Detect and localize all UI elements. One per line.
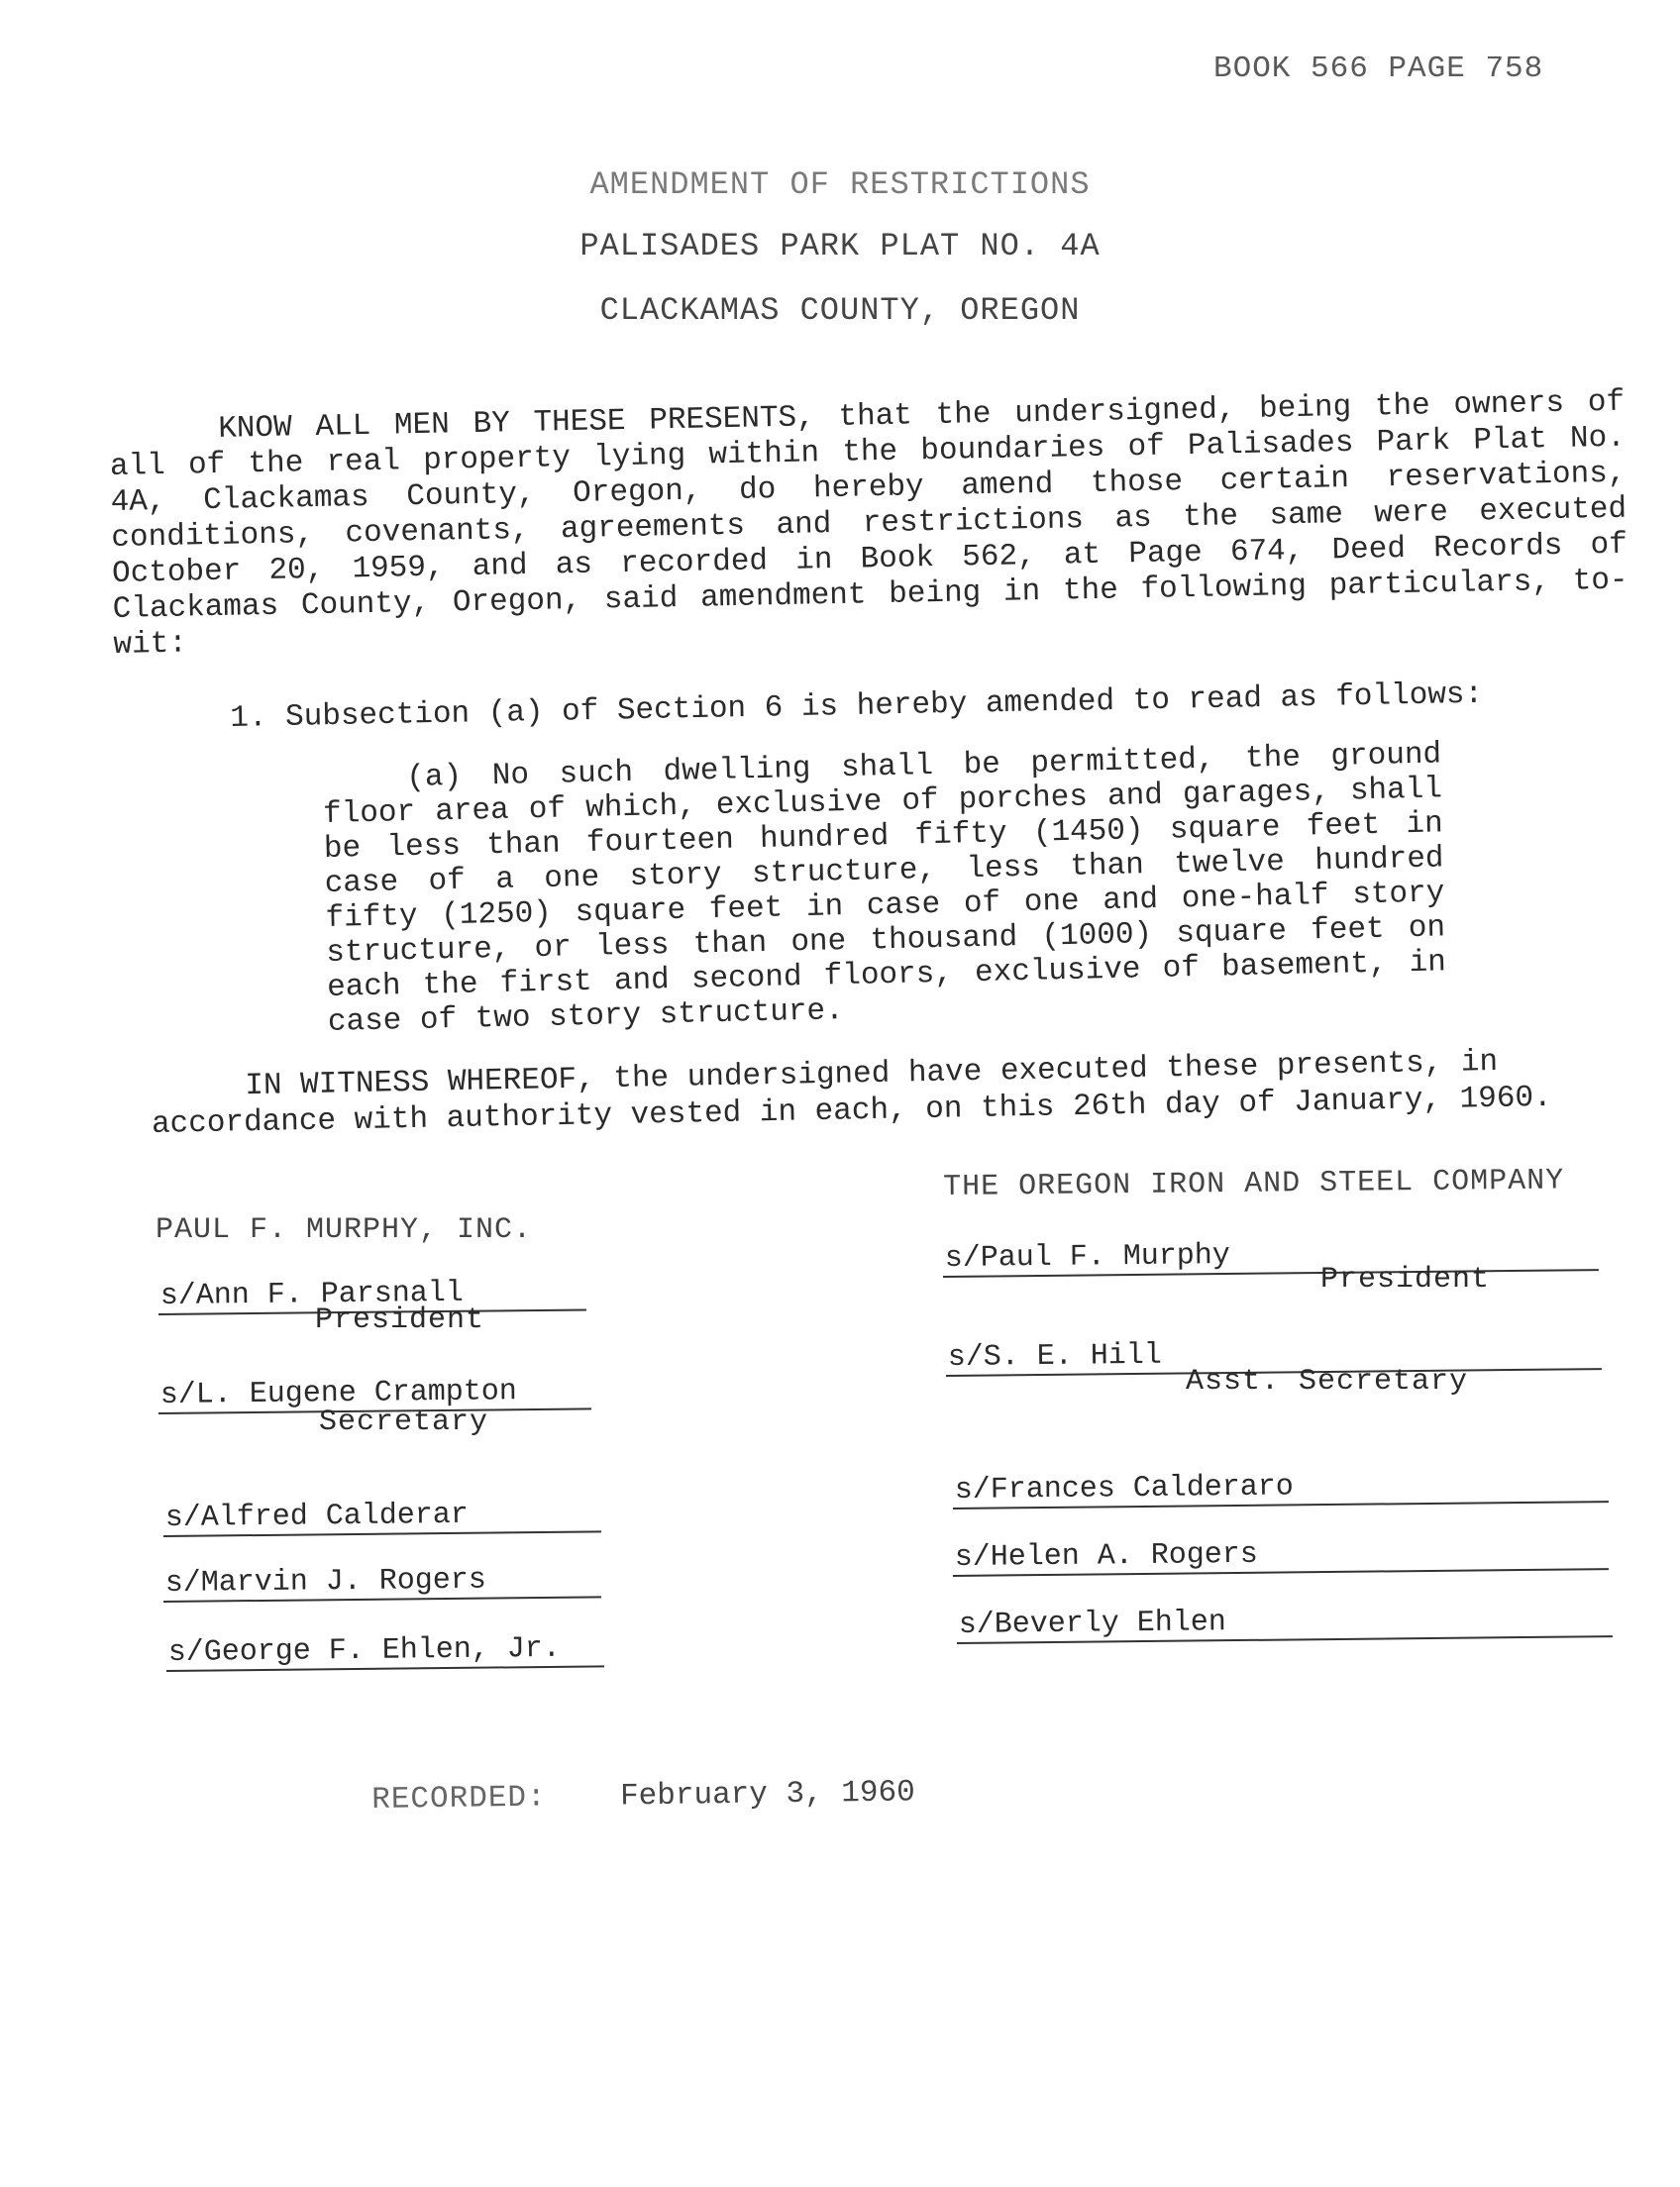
recorded-date: February 3, 1960 <box>619 1775 915 1815</box>
amendment-item-1: 1. Subsection (a) of Section 6 is hereby amended to read as follows: <box>230 677 1484 736</box>
signer-title: President <box>1320 1263 1491 1297</box>
signature-line: s/Frances Calderaro <box>953 1467 1609 1510</box>
subsection-a <box>322 737 1447 1040</box>
county-title: CLACKAMAS COUNTY, OREGON <box>599 292 1081 329</box>
signature-line: s/Helen A. Rogers <box>953 1534 1609 1577</box>
signature-line: s/Beverly Ehlen <box>957 1602 1613 1644</box>
intro-text: KNOW ALL MEN BY THESE PRESENTS, that the undersigned, being the owners of all of the real property lying within the boundaries of Palisades Park Plat No. 4A, Clackamas County, Oregon, do hereby amend those certain reservations, conditions, covenants, agreements and restrictions as the same were executed October 20, 1959, and as recorded in Book 562, at Page 674, Deed Records of Clackamas County, Oregon, said amendment being in the following particulars, to-wit: <box>109 384 1628 663</box>
witness-clause <box>151 1041 1647 1143</box>
subsection-a-text: (a) No such dwelling shall be permitted, the ground floor area of which, exclusive of porches and garages, shall be less than fourteen hundred fifty (1450) square feet in case of a one story structure, less than twelve hundred fifty (1250) square feet in case of one and one-half story structure, or less than one thousand (1000) square feet on each the first and second floors, exclusive of basement, in case of two story structure. <box>322 737 1447 1040</box>
recorded-stamp <box>371 1775 915 1818</box>
signer-title: President <box>315 1303 485 1337</box>
signature-line: s/S. E. Hill <box>946 1334 1602 1377</box>
signature-line: s/Marvin J. Rogers <box>163 1562 601 1603</box>
recorded-label: RECORDED: <box>371 1780 547 1818</box>
signer-title: Secretary <box>319 1406 489 1439</box>
intro-paragraph <box>109 385 1629 664</box>
signature-line: s/Ann F. Parsnall <box>158 1275 586 1315</box>
plat-title: PALISADES PARK PLAT NO. 4A <box>579 228 1101 264</box>
book-page-reference: BOOK 566 PAGE 758 <box>1213 52 1544 86</box>
document-title: AMENDMENT OF RESTRICTIONS <box>589 166 1091 203</box>
left-company-name: PAUL F. MURPHY, INC. <box>156 1213 533 1247</box>
signer-title: Asst. Secretary <box>1186 1365 1469 1399</box>
signature-line: s/Paul F. Murphy <box>943 1235 1599 1278</box>
signature-line: s/L. Eugene Crampton <box>158 1374 591 1414</box>
right-company-name: THE OREGON IRON AND STEEL COMPANY <box>943 1164 1565 1204</box>
signature-line: s/George F. Ehlen, Jr. <box>166 1631 604 1672</box>
signature-line: s/Alfred Calderar <box>163 1497 601 1537</box>
witness-text: IN WITNESS WHEREOF, the undersigned have executed these presents, in accordance with authority vested in each, on this 26th day of January, 1960. <box>151 1044 1552 1142</box>
